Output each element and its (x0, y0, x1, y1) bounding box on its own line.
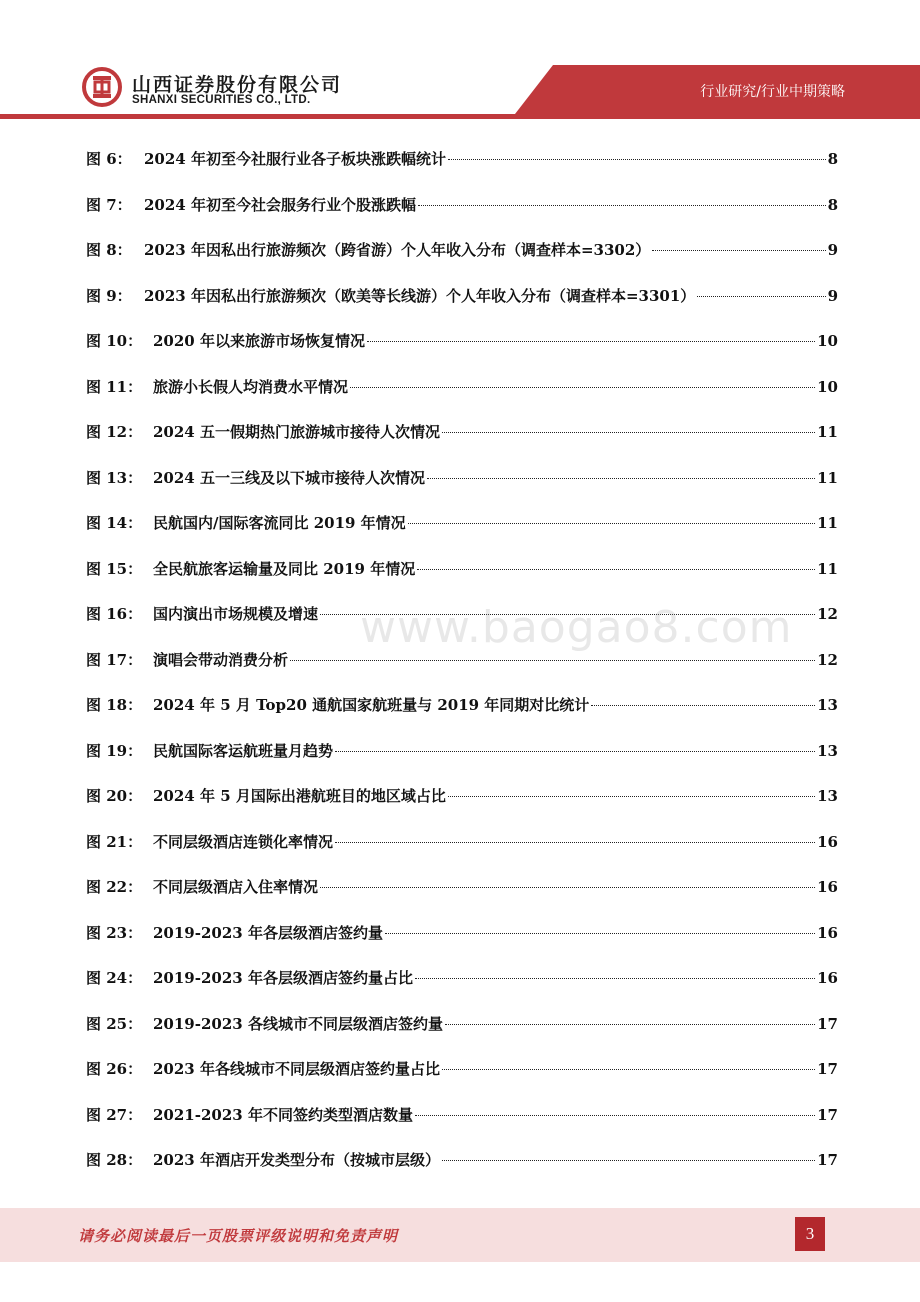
figure-list (86, 148, 838, 1195)
figure-label: 图 11： (86, 377, 143, 396)
figure-label: 图 13： (86, 468, 143, 487)
dot-leader (418, 205, 826, 206)
figure-title: 2019-2023 年各层级酒店签约量占比 (153, 969, 413, 987)
figure-page: 10 (817, 377, 838, 396)
figure-label: 图 24： (86, 969, 143, 987)
figure-page: 16 (817, 923, 838, 942)
figure-label: 图 16： (86, 605, 143, 623)
toc-item[interactable] (86, 467, 838, 513)
dot-leader (448, 159, 826, 160)
toc-item[interactable] (86, 831, 838, 877)
dot-leader (335, 751, 815, 752)
figure-title: 2024 年初至今社会服务行业个股涨跌幅 (144, 195, 416, 214)
figure-title: 2023 年因私出行旅游频次（欧美等长线游）个人年收入分布（调查样本=3301） (144, 286, 696, 305)
figure-title: 2024 年初至今社服行业各子板块涨跌幅统计 (144, 150, 446, 168)
figure-page: 13 (817, 787, 838, 805)
figure-label: 图 18： (86, 696, 143, 714)
company-name-cn: 山西证券股份有限公司 (132, 74, 343, 96)
watermark: www.baogao8.com (360, 602, 793, 653)
dot-leader (320, 887, 815, 888)
dot-leader (445, 1024, 815, 1025)
figure-title: 2019-2023 各线城市不同层级酒店签约量 (153, 1014, 443, 1033)
toc-item[interactable] (86, 558, 838, 604)
figure-title: 2020 年以来旅游市场恢复情况 (153, 332, 365, 350)
figure-page: 17 (817, 1060, 838, 1078)
toc-item[interactable] (86, 1058, 838, 1104)
figure-title: 全民航旅客运输量及同比 2019 年情况 (153, 559, 416, 578)
figure-label: 图 17： (86, 650, 143, 669)
toc-item[interactable] (86, 649, 838, 695)
figure-title: 演唱会带动消费分析 (153, 650, 289, 669)
toc-item[interactable] (86, 694, 838, 740)
figure-page: 17 (817, 1014, 838, 1033)
dot-leader (652, 250, 825, 251)
figure-label: 图 6： (86, 150, 132, 168)
dot-leader (415, 978, 815, 979)
figure-page: 9 (827, 286, 838, 305)
dot-leader (697, 296, 825, 297)
figure-title: 2024 年 5 月 Top20 通航国家航班量与 2019 年同期对比统计 (153, 696, 590, 714)
figure-title: 2023 年因私出行旅游频次（跨省游）个人年收入分布（调查样本=3302） (144, 241, 651, 259)
figure-title: 国内演出市场规模及增速 (153, 605, 319, 623)
figure-page: 13 (817, 696, 838, 714)
figure-title: 2023 年各线城市不同层级酒店签约量占比 (153, 1060, 440, 1078)
figure-title: 旅游小长假人均消费水平情况 (153, 377, 349, 396)
figure-label: 图 23： (86, 923, 143, 942)
figure-label: 图 28： (86, 1151, 143, 1169)
figure-title: 2021-2023 年不同签约类型酒店数量 (153, 1105, 413, 1124)
figure-page: 16 (817, 832, 838, 851)
figure-page: 12 (817, 650, 838, 669)
figure-page: 11 (817, 423, 838, 441)
toc-item[interactable] (86, 330, 838, 376)
figure-title: 2023 年酒店开发类型分布（按城市层级） (153, 1151, 440, 1169)
figure-label: 图 12： (86, 423, 143, 441)
dot-leader (408, 523, 815, 524)
page-number: 3 (795, 1217, 825, 1251)
toc-item[interactable] (86, 1104, 838, 1150)
figure-title: 2019-2023 年各层级酒店签约量 (153, 923, 383, 942)
figure-page: 8 (827, 150, 838, 168)
figure-label: 图 15： (86, 559, 143, 578)
dot-leader (442, 432, 815, 433)
figure-page: 11 (817, 559, 838, 578)
figure-title: 民航国内/国际客流同比 2019 年情况 (153, 514, 406, 532)
dot-leader (442, 1069, 815, 1070)
figure-page: 12 (817, 605, 838, 623)
figure-page: 11 (817, 514, 838, 532)
figure-title: 2024 年 5 月国际出港航班目的地区域占比 (153, 787, 446, 805)
figure-label: 图 19： (86, 741, 143, 760)
figure-page: 17 (817, 1151, 838, 1169)
toc-item[interactable] (86, 285, 838, 331)
figure-page: 8 (827, 195, 838, 214)
figure-label: 图 21： (86, 832, 143, 851)
page-footer (0, 1208, 920, 1262)
dot-leader (290, 660, 815, 661)
toc-item[interactable] (86, 1013, 838, 1059)
toc-item[interactable] (86, 239, 838, 285)
figure-label: 图 10： (86, 332, 143, 350)
toc-item[interactable] (86, 376, 838, 422)
figure-label: 图 25： (86, 1014, 143, 1033)
toc-item[interactable] (86, 876, 838, 922)
toc-item[interactable] (86, 740, 838, 786)
company-name-en: SHANXI SECURITIES CO., LTD. (132, 94, 311, 106)
toc-item[interactable] (86, 421, 838, 467)
figure-label: 图 26： (86, 1060, 143, 1078)
figure-label: 图 14： (86, 514, 143, 532)
dot-leader (448, 796, 815, 797)
figure-page: 10 (817, 332, 838, 350)
toc-item[interactable] (86, 512, 838, 558)
figure-title: 不同层级酒店入住率情况 (153, 878, 319, 896)
figure-label: 图 22： (86, 878, 143, 896)
figure-page: 16 (817, 969, 838, 987)
figure-label: 图 27： (86, 1105, 143, 1124)
toc-item[interactable] (86, 785, 838, 831)
dot-leader (385, 933, 815, 934)
figure-page: 17 (817, 1105, 838, 1124)
dot-leader (427, 478, 815, 479)
dot-leader (367, 341, 815, 342)
figure-title: 民航国际客运航班量月趋势 (153, 741, 334, 760)
figure-label: 图 8： (86, 241, 132, 259)
figure-title: 2024 五一假期热门旅游城市接待人次情况 (153, 423, 440, 441)
header-divider (0, 114, 920, 119)
toc-item[interactable] (86, 922, 838, 968)
toc-item[interactable] (86, 1149, 838, 1195)
dot-leader (335, 842, 815, 843)
dot-leader (350, 387, 815, 388)
dot-leader (415, 1115, 815, 1116)
figure-page: 11 (817, 468, 838, 487)
company-logo-icon (82, 67, 122, 107)
toc-item[interactable] (86, 194, 838, 240)
disclaimer-notice: 请务必阅读最后一页股票评级说明和免责声明 (78, 1227, 399, 1245)
page-header (0, 0, 920, 124)
figure-label: 图 20： (86, 787, 143, 805)
figure-label: 图 7： (86, 195, 132, 214)
figure-label: 图 9： (86, 286, 132, 305)
figure-title: 2024 五一三线及以下城市接待人次情况 (153, 468, 425, 487)
toc-item[interactable] (86, 967, 838, 1013)
dot-leader (417, 569, 815, 570)
figure-page: 9 (827, 241, 838, 259)
figure-page: 16 (817, 878, 838, 896)
dot-leader (442, 1160, 815, 1161)
figure-page: 13 (817, 741, 838, 760)
dot-leader (591, 705, 815, 706)
figure-title: 不同层级酒店连锁化率情况 (153, 832, 334, 851)
section-tag: 行业研究/行业中期策略 (700, 84, 845, 100)
toc-item[interactable] (86, 148, 838, 194)
